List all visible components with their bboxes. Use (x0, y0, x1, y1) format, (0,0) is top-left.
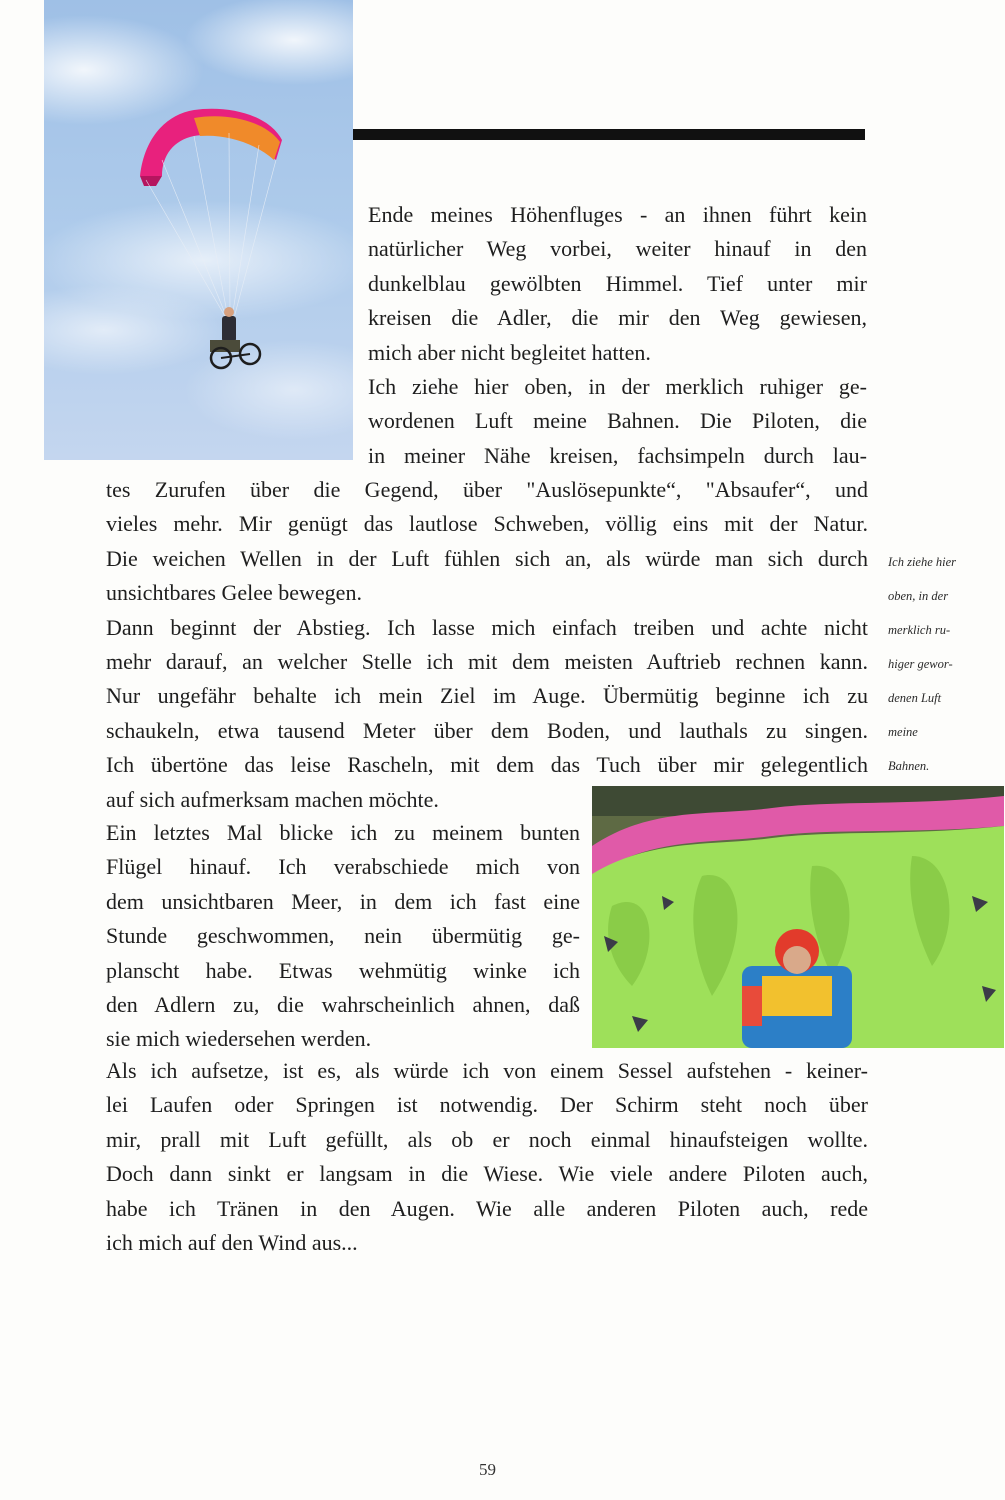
text-line: Flügel hinauf. Ich verabschiede mich von (106, 854, 580, 880)
text-line: Ein letztes Mal blicke ich zu meinem bunten (106, 820, 580, 845)
side-note (888, 545, 978, 783)
text-line: Als ich aufsetze, ist es, als würde ich von einem Sessel aufstehen - keiner- (106, 1058, 868, 1083)
text-line: Doch dann sinkt er langsam in die Wiese. Wie viele andere Piloten auch, (106, 1161, 868, 1187)
text-line: planscht habe. Etwas wehmütig winke ich (106, 957, 580, 983)
text-line: wordenen Luft meine Bahnen. Die Piloten, die (368, 408, 867, 434)
paragraph-4 (106, 1054, 868, 1260)
text-line: unsichtbares Gelee bewegen. (106, 580, 362, 606)
side-note-line: meine (888, 725, 918, 739)
side-note-line: denen Luft (888, 691, 942, 705)
text-line: auf sich aufmerksam machen möchte. (106, 786, 439, 812)
text-line: mich aber nicht begleitet hatten. (368, 339, 651, 365)
text-line: schaukeln, etwa tausend Meter über dem Boden, und lauthals zu singen. (106, 717, 868, 743)
text-line: Dann beginnt der Abstieg. Ich lasse mich einfach treiben und achte nicht (106, 614, 868, 640)
text-line: mir, prall mit Luft gefüllt, als ob er noch einmal hinaufsteigen wollte. (106, 1126, 868, 1152)
text-line: kreisen die Adler, die mir den Weg gewiesen, (368, 305, 867, 331)
text-line: ich mich auf den Wind aus... (106, 1229, 358, 1255)
text-line: Ich ziehe hier oben, in der merklich ruhiger ge- (368, 373, 867, 399)
text-line: lei Laufen oder Springen ist notwendig. Der Schirm steht noch über (106, 1092, 868, 1118)
text-line: Stunde geschwommen, nein übermütig ge- (106, 923, 580, 949)
text-line: tes Zurufen über die Gegend, über "Auslösepunkte“, "Absaufer“, und (106, 477, 868, 502)
side-note-line: higer gewor- (888, 657, 953, 671)
text-line: Ich übertöne das leise Rascheln, mit dem das Tuch über mir gelegentlich (106, 752, 868, 778)
text-line: natürlicher Weg vorbei, weiter hinauf in den (368, 236, 867, 262)
text-line: mehr darauf, an welcher Stelle ich mit dem meisten Auftrieb rechnen kann. (106, 648, 868, 674)
side-note-line: merklich ru- (888, 623, 951, 637)
text-line: Nur ungefähr behalte ich mein Ziel im Auge. Übermütig beginne ich zu (106, 683, 868, 709)
text-line: den Adlern zu, die wahrscheinlich ahnen, daß (106, 991, 580, 1017)
side-note-line: Ich ziehe hier (888, 555, 957, 569)
text-line: Die weichen Wellen in der Luft fühlen sich an, als würde man sich durch (106, 545, 868, 571)
text-line: dem unsichtbaren Meer, in dem ich fast eine (106, 888, 580, 914)
paragraph-1 (368, 198, 867, 473)
text-line: vieles mehr. Mir genügt das lautlose Schweben, völlig eins mit der Natur. (106, 511, 868, 537)
text-line: Ende meines Höhenfluges - an ihnen führt kein (368, 202, 867, 227)
text-line: dunkelblau gewölbten Himmel. Tief unter mir (368, 270, 867, 296)
side-note-line: Bahnen. (888, 759, 930, 773)
paragraph-3 (106, 816, 580, 1057)
pilot-on-wing-photo (592, 786, 1004, 1048)
heading-rule (353, 129, 865, 140)
page-number: 59 (479, 1460, 496, 1479)
text-line: sie mich wiedersehen werden. (106, 1026, 372, 1052)
paraglider-bicycle-photo (44, 0, 353, 460)
text-line: in meiner Nähe kreisen, fachsimpeln durch lau- (368, 442, 867, 468)
side-note-line: oben, in der (888, 589, 949, 603)
text-line: habe ich Tränen in den Augen. Wie alle anderen Piloten auch, rede (106, 1195, 868, 1221)
paragraph-2 (106, 473, 868, 817)
